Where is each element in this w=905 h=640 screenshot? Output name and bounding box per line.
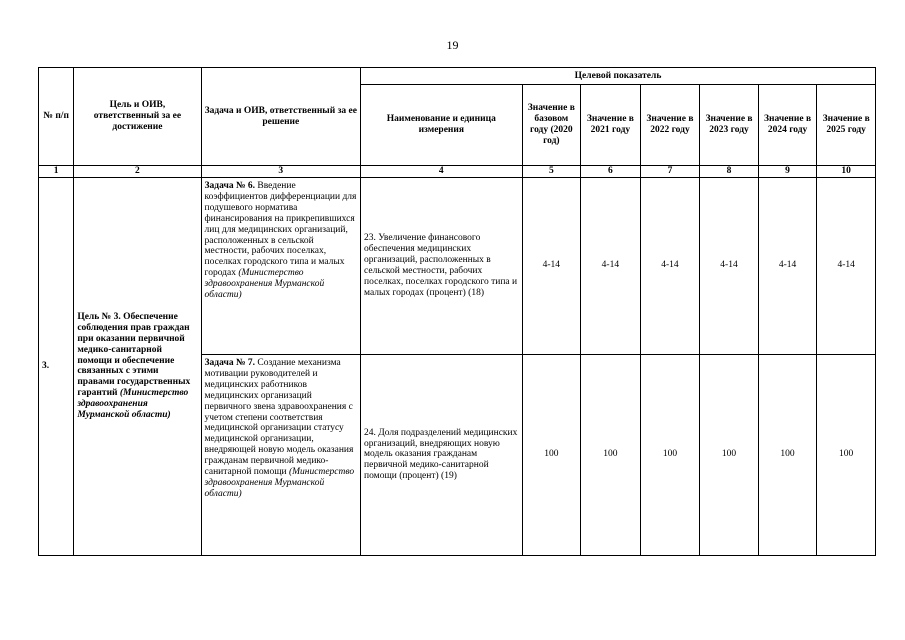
task-text: Введение коэффициентов дифференциации для подушевого норматива финансирования на прикрепившихся лиц для медицинских организаций, расположенных в сельской местности, рабочих поселках, поселках городского типа и малых городах bbox=[204, 180, 357, 279]
column-number: 9 bbox=[758, 166, 817, 178]
value-base: 100 bbox=[522, 354, 581, 555]
header-task: Задача и ОИВ, ответственный за ее решение bbox=[201, 68, 361, 166]
value-2022: 100 bbox=[640, 354, 700, 555]
column-number: 6 bbox=[581, 166, 641, 178]
header-value-2021: Значение в 2021 году bbox=[581, 85, 641, 166]
goals-table bbox=[38, 67, 876, 556]
header-goal: Цель и ОИВ, ответственный за ее достижение bbox=[74, 68, 201, 166]
column-number: 1 bbox=[39, 166, 74, 178]
header-indicator-name: Наименование и единица измерения bbox=[361, 85, 523, 166]
header-value-2023: Значение в 2023 году bbox=[700, 85, 759, 166]
indicator-name: 24. Доля подразделений медицинских организаций, внедряющих новую модель оказания гражданам первичной медико-санитарной помощи (процент) (19) bbox=[361, 354, 523, 555]
value-base: 4-14 bbox=[522, 177, 581, 354]
row-number: 3. bbox=[39, 177, 74, 555]
task-title: Задача № 6. bbox=[204, 180, 255, 191]
value-2021: 4-14 bbox=[581, 177, 641, 354]
column-number: 4 bbox=[361, 166, 523, 178]
column-number: 2 bbox=[74, 166, 201, 178]
header-base-value: Значение в базовом году (2020 год) bbox=[522, 85, 581, 166]
table-row bbox=[39, 177, 876, 354]
value-2023: 100 bbox=[700, 354, 759, 555]
value-2025: 4-14 bbox=[817, 177, 876, 354]
value-2021: 100 bbox=[581, 354, 641, 555]
task-cell bbox=[201, 354, 361, 555]
goal-text: Цель № 3. Обеспечение соблюдения прав граждан при оказании первичной медико-санитарной помощи и обеспечение связанных с этими правами государственных гарантий bbox=[77, 311, 191, 399]
indicator-name: 23. Увеличение финансового обеспечения медицинских организаций, расположенных в сельской местности, рабочих поселках, поселках городского типа и малых городах (процент) (18) bbox=[361, 177, 523, 354]
task-title: Задача № 7. bbox=[204, 357, 255, 368]
column-number: 7 bbox=[640, 166, 700, 178]
value-2024: 4-14 bbox=[758, 177, 817, 354]
goal-responsible: (Министерство здравоохранения Мурманской области) bbox=[77, 388, 189, 421]
header-number: № п/п bbox=[39, 68, 74, 166]
header-value-2022: Значение в 2022 году bbox=[640, 85, 700, 166]
value-2023: 4-14 bbox=[700, 177, 759, 354]
header-value-2024: Значение в 2024 году bbox=[758, 85, 817, 166]
header-target-indicator: Целевой показатель bbox=[361, 68, 876, 85]
value-2022: 4-14 bbox=[640, 177, 700, 354]
page-number: 19 bbox=[446, 38, 459, 52]
value-2024: 100 bbox=[758, 354, 817, 555]
value-2025: 100 bbox=[817, 354, 876, 555]
task-responsible: (Министерство здравоохранения Мурманской области) bbox=[204, 467, 355, 499]
column-number: 3 bbox=[201, 166, 361, 178]
task-cell bbox=[201, 177, 361, 354]
column-number: 8 bbox=[700, 166, 759, 178]
header-value-2025: Значение в 2025 году bbox=[817, 85, 876, 166]
task-responsible: (Министерство здравоохранения Мурманской области) bbox=[204, 268, 325, 301]
task-text: Создание механизма мотивации руководителей и медицинских работников медицинских организаций первичного звена здравоохранения с учетом степени соответствия медицинской организации статусу медицинской организации, внедряющей новую модель оказания гражданам первичной медико-санитарной помощи bbox=[204, 357, 354, 478]
column-number: 5 bbox=[522, 166, 581, 178]
column-number-row bbox=[39, 166, 876, 178]
column-number: 10 bbox=[817, 166, 876, 178]
goal-cell bbox=[74, 177, 201, 555]
